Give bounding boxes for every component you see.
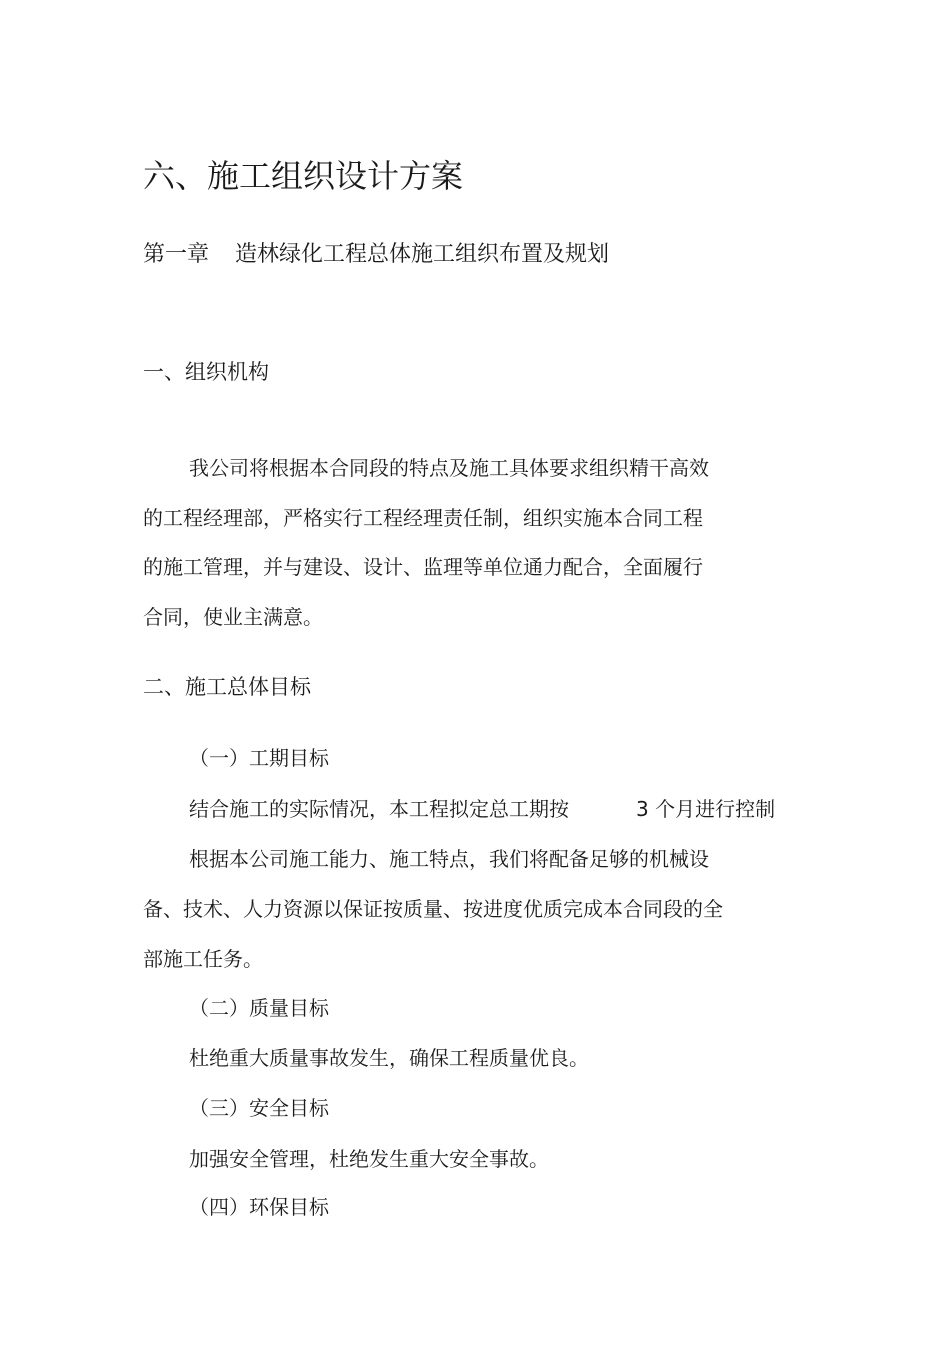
subsection-heading-schedule: （一）工期目标 <box>189 746 329 770</box>
paragraph-line: 的工程经理部，严格实行工程经理责任制，组织实施本合同工程 <box>143 506 703 530</box>
paragraph-line: 合同，使业主满意。 <box>143 605 323 629</box>
paragraph-line: 杜绝重大质量事故发生，确保工程质量优良。 <box>189 1046 589 1070</box>
subsection-heading-quality: （二）质量目标 <box>189 996 329 1020</box>
chapter-title: 造林绿化工程总体施工组织布置及规划 <box>235 242 610 267</box>
chapter-heading <box>143 244 609 266</box>
section-heading-goals: 二、施工总体目标 <box>143 675 311 699</box>
paragraph-line: 我公司将根据本合同段的特点及施工具体要求组织精干高效 <box>189 456 709 480</box>
paragraph-line: 部施工任务。 <box>143 947 263 971</box>
subsection-heading-safety: （三）安全目标 <box>189 1096 329 1120</box>
section-heading-organization: 一、组织机构 <box>143 360 269 384</box>
chapter-number: 第一章 <box>143 242 210 267</box>
paragraph-line: 根据本公司施工能力、施工特点，我们将配备足够的机械设 <box>189 847 709 871</box>
subsection-heading-environment: （四）环保目标 <box>189 1195 329 1219</box>
paragraph-line: 的施工管理，并与建设、设计、监理等单位通力配合，全面履行 <box>143 555 703 579</box>
paragraph-line-duration: 3 个月进行控制 <box>636 797 776 821</box>
document-title: 六、施工组织设计方案 <box>143 157 464 195</box>
paragraph-line: 加强安全管理，杜绝发生重大安全事故。 <box>189 1147 549 1171</box>
paragraph-line: 结合施工的实际情况，本工程拟定总工期按 <box>189 797 569 821</box>
paragraph-line: 备、技术、人力资源以保证按质量、按进度优质完成本合同段的全 <box>143 897 723 921</box>
